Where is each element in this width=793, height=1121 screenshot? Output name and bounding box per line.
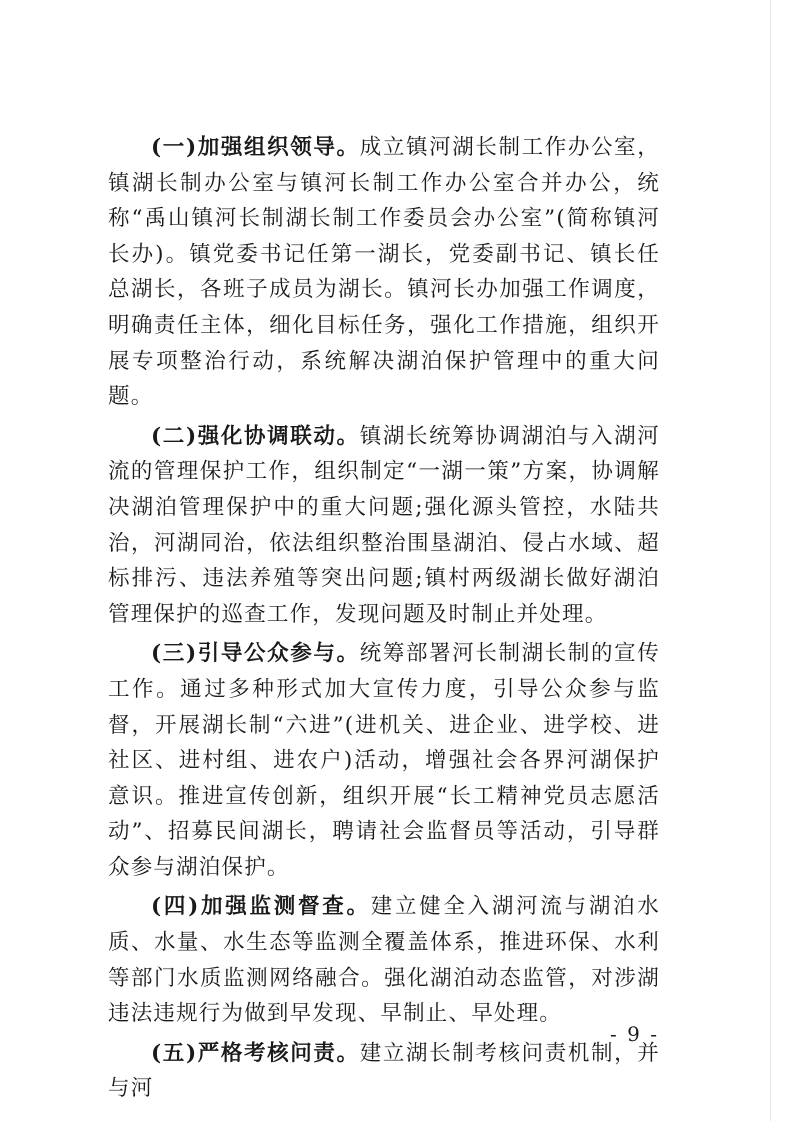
paragraph-text: 镇湖长统筹协调湖泊与入湖河流的管理保护工作，组织制定“一湖一策”方案，协调解决湖泊管理保护中的重大问题;强化源头管控，水陆共治，河湖同治，依法组织整治围垦湖泊、侵占水域、超标排污、违法养殖等突出问题;镇村两级湖长做好湖泊管理保护的巡查工作，发现问题及时制止并处理。	[108, 423, 660, 627]
page-number: - 9 -	[610, 1022, 659, 1046]
paragraph-heading: (二)强化协调联动。	[151, 423, 360, 449]
paragraph-heading: (三)引导公众参与。	[151, 641, 360, 667]
paragraph-coordination	[108, 419, 660, 633]
paragraph-public-participation	[108, 636, 660, 885]
paragraph-organization-leadership	[108, 130, 660, 415]
document-body	[108, 130, 660, 1111]
paragraph-heading: (一)加强组织领导。	[151, 135, 360, 160]
paragraph-monitoring	[108, 889, 660, 1031]
page-edge-line	[770, 0, 771, 1121]
paragraph-text: 成立镇河湖长制工作办公室，镇湖长制办公室与镇河长制工作办公室合并办公，统称“禹山镇河长制湖长制工作委员会办公室”(简称镇河长办)。镇党委书记任第一湖长，党委副书记、镇长任总湖长，各班子成员为湖长。镇河长办加强工作调度，明确责任主体，细化目标任务，强化工作措施，组织开展专项整治行动，系统解决湖泊保护管理中的重大问题。	[108, 135, 660, 410]
paragraph-text: 建立健全入湖河流与湖泊水质、水量、水生态等监测全覆盖体系，推进环保、水利等部门水质监测网络融合。强化湖泊动态监管，对涉湖违法违规行为做到早发现、早制止、早处理。	[108, 894, 660, 1027]
paragraph-heading: (五)严格考核问责。	[151, 1040, 360, 1066]
paragraph-text: 统筹部署河长制湖长制的宣传工作。通过多种形式加大宣传力度，引导公众参与监督，开展湖长制“六进”(进机关、进企业、进学校、进社区、进村组、进农户)活动，增强社会各界河湖保护意识。推进宣传创新，组织开展“长工精神党员志愿活动”、招募民间湖长，聘请社会监督员等活动，引导群众参与湖泊保护。	[108, 641, 660, 880]
paragraph-assessment	[108, 1036, 660, 1107]
paragraph-heading: (四)加强监测督查。	[151, 894, 371, 920]
paragraph-text: 建立湖长制考核问责机制，并与河	[108, 1040, 660, 1102]
